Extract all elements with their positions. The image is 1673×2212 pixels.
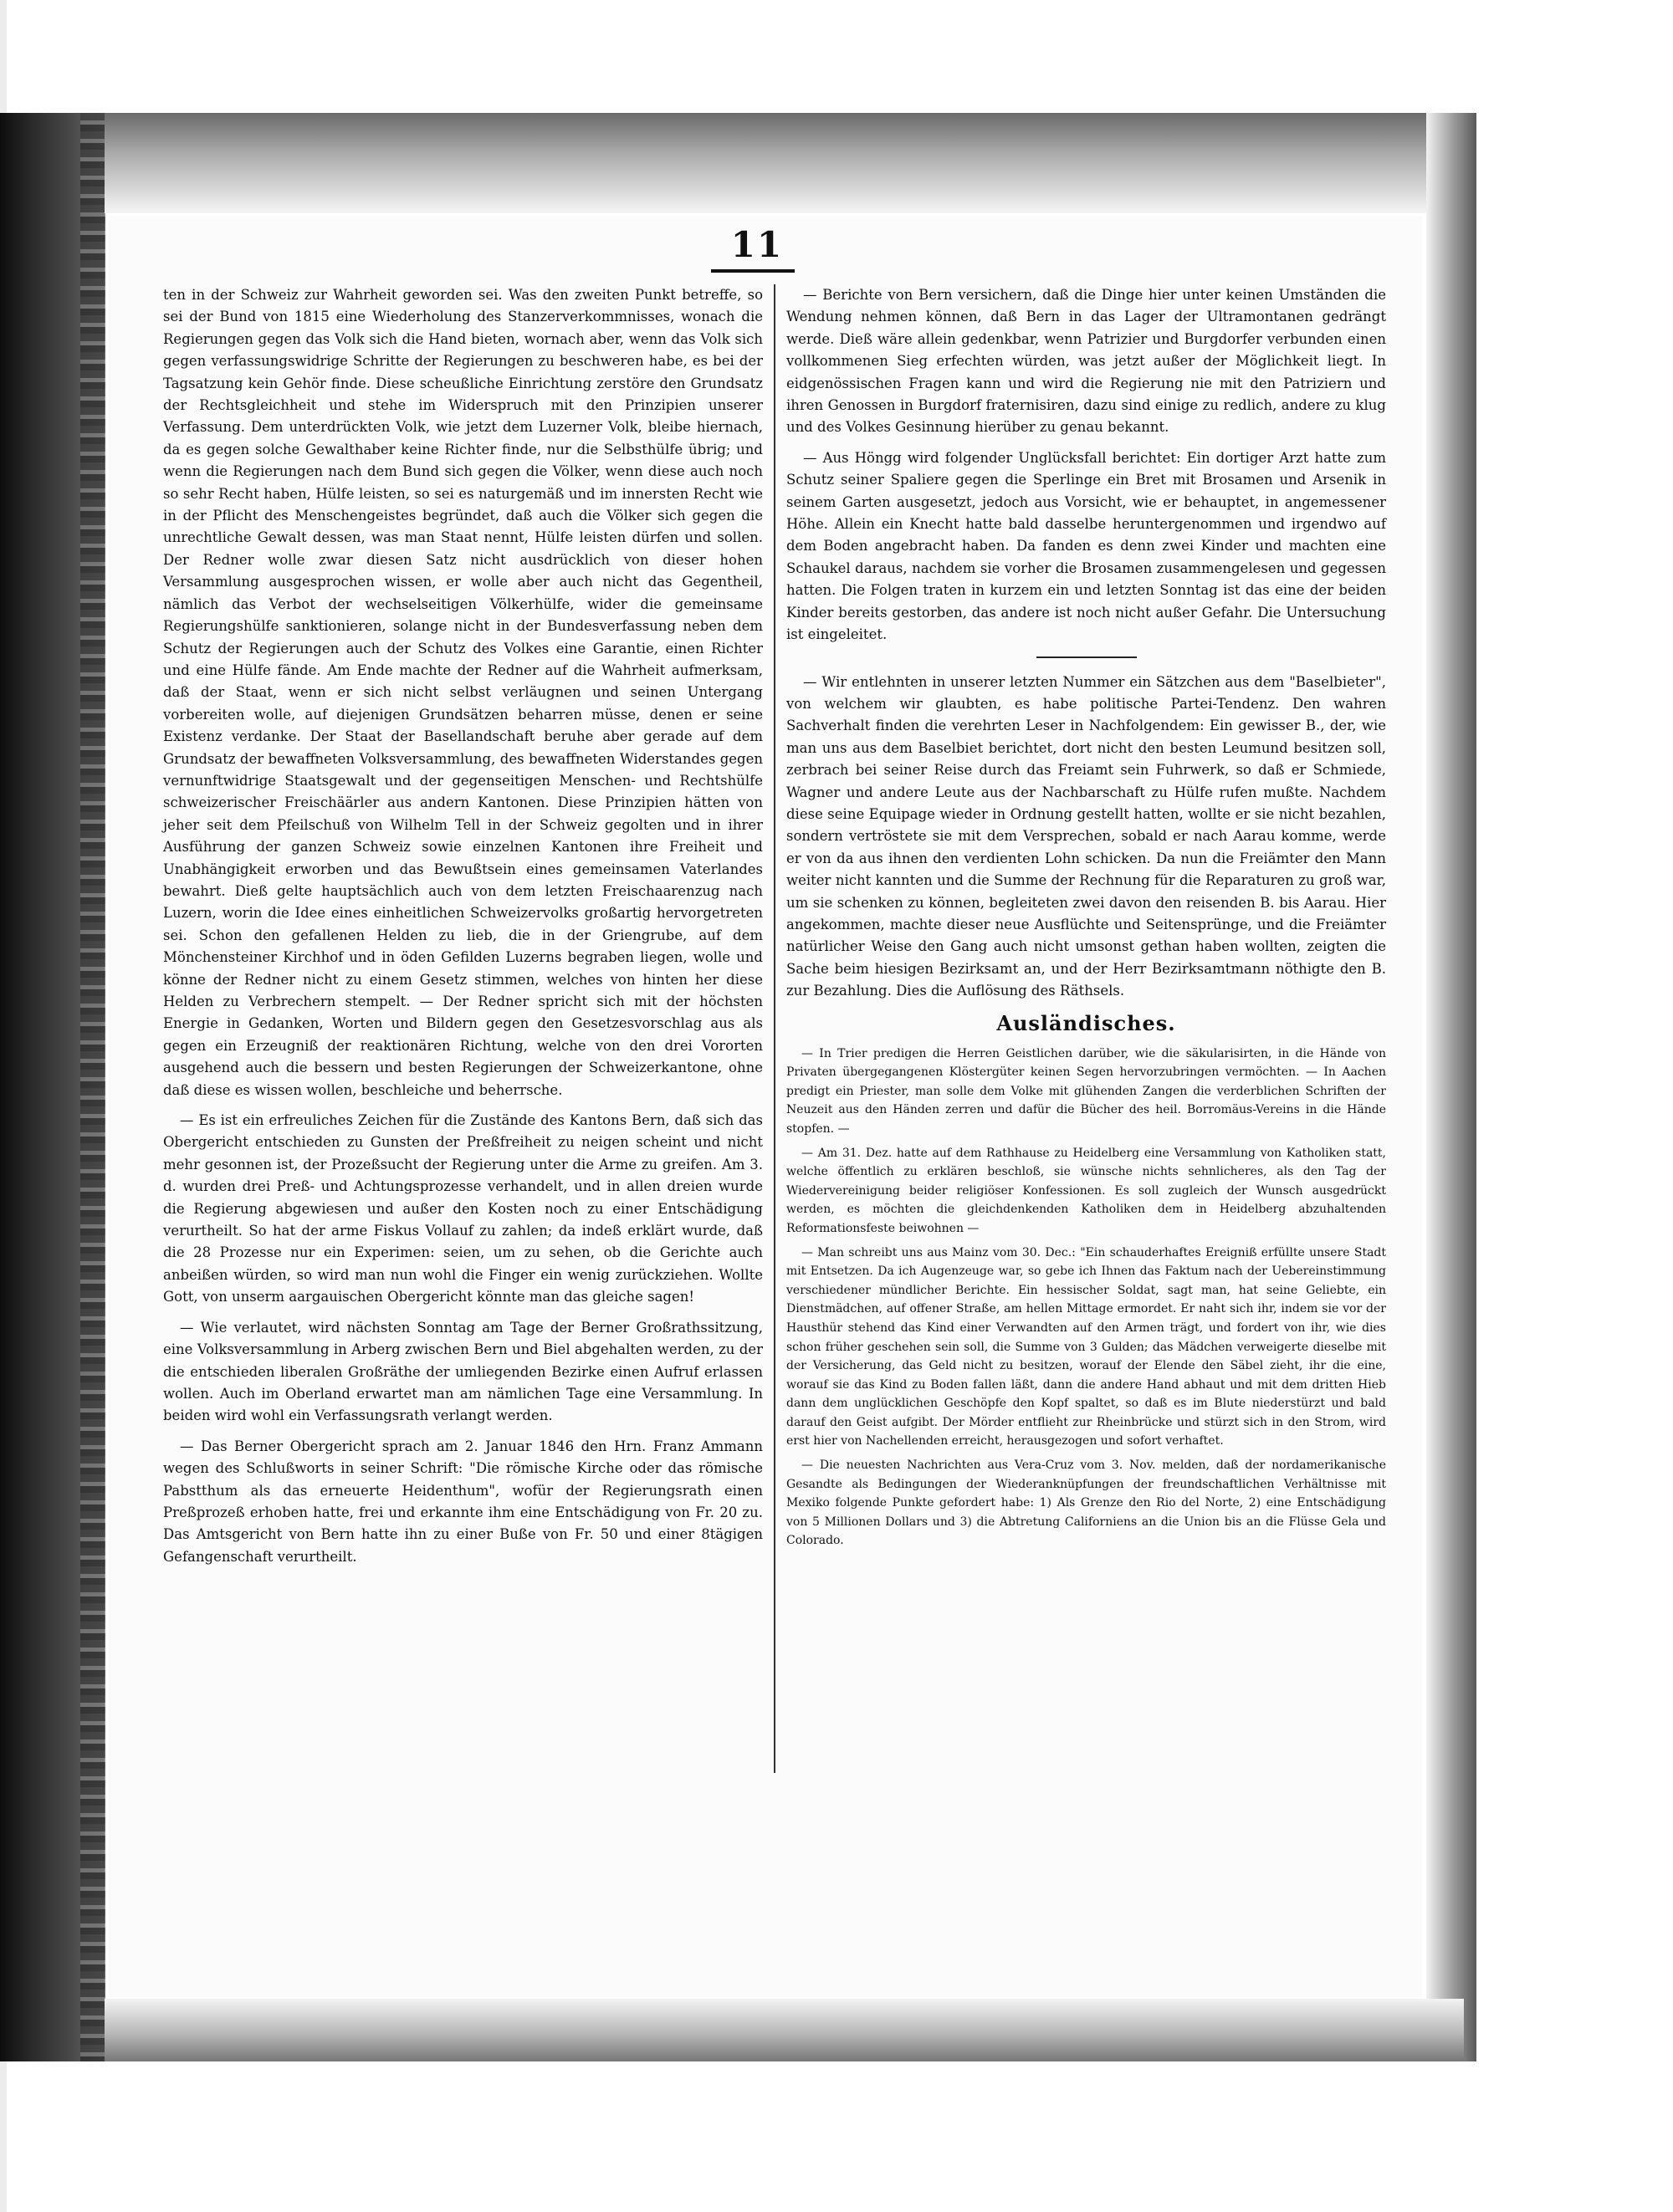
article-paragraph: ten in der Schweiz zur Wahrheit geworden sei. Was den zweiten Punkt betreffe, so sei der Bund von 1815 eine Wiederholung des Stanzerverkommnisses, wonach die Regierungen gegen das Volk sich die Hand bieten, wornach aber, wenn das Volk sich gegen verfassungswidrige Schritte der Regierungen zu beschweren habe, es bei der Tagsatzung kein Gehör finde. Diese scheußliche Einrichtung zerstöre den Grundsatz der Rechtsgleichheit und stehe im Widerspruch mit den Prinzipien unserer Verfassung. Dem unterdrückten Volk, wie jetzt dem Luzerner Volk, bleibe hiernach, da es gegen solche Gewalthaber keine Richter finde, nur die Selbsthülfe übrig; und wenn die Regierungen nach dem Bund sich gegen die Völker, wenn diese auch noch so sehr Recht haben, Hülfe leisten, so sei es naturgemäß und im innersten Recht wie in der Pflicht des Menschengeistes begründet, daß auch die Völker sich gegen die unrechtliche Gewalt dessen, was man Staat nennt, Hülfe leisten dürfen und sollen. Der Redner wolle zwar diesen Satz nicht ausdrücklich von dieser hohen Versammlung ausgesprochen wissen, er wolle aber auch nicht das Gegentheil, nämlich das Verbot der wechselseitigen Völkerhülfe, wider die gemeinsame Regierungshülfe sanktionieren, solange nicht in der Bundesverfassung neben dem Schutz der Regierungen auch der Schutz des Volkes eine Garantie, einen Richter und eine Hülfe fände. Am Ende machte der Redner auf die Wahrheit aufmerksam, daß der Staat, wenn er sich nicht selbst verläugnen und seinen Untergang vorbereiten wolle, auf diejenigen Grundsätzen beharren müsse, denen er seine Existenz verdanke. Der Staat der Basellandschaft beruhe aber gerade auf dem Grundsatz der bewaffneten Volksversammlung, des bewaffneten Widerstandes gegen vernunftwidrige Staatsgewalt und der gegenseitigen Menschen- und Rechtshülfe schweizerischer Freischäärler aus andern Kantonen. Diese Prinzipien hätten von jeher seit dem Pfeilschuß von Wilhelm Tell in der Schweiz gegolten und in ihrer Ausführung der ganzen Schweiz sowie einzelnen Kantonen ihre Freiheit und Unabhängigkeit erworben und das Bewußtsein eines gemeinsamen Vaterlandes bewahrt. Dieß gelte hauptsächlich auch von dem letzten Freischaarenzug nach Luzern, worin die Idee eines einheitlichen Schweizervolks großartig hervorgetreten sei. Schon den gefallenen Helden zu lieb, die in der Griengrube, auf dem Mönchensteiner Kirchhof und in öden Gefilden Luzerns begraben liegen, wolle und könne der Redner nicht zu einem Gesetz stimmen, welches von hinten her diese Helden zu Verbrechern stempelt. — Der Redner spricht sich mit der höchsten Energie in Gedanken, Worten und Bildern gegen den Gesetzesvorschlag aus als gegen ein Erzeugniß der reaktionären Richtung, welche von den drei Vororten ausgehend auch die bessern und besten Regierungen der Schweizerkantone, ohne daß diese es wissen wollen, beschleiche und beherrsche. bbox=[163, 287, 763, 1098]
left-column bbox=[163, 284, 763, 1802]
article-paragraph: — Wie verlautet, wird nächsten Sonntag am Tage der Berner Großrathssitzung, eine Volksversammlung in Arberg zwischen Bern und Biel abgehalten werden, zu der die entschieden liberalen Großräthe der umliegenden Bezirke einen Aufruf erlassen wollen. Auch im Oberland erwartet man am nämlichen Tage eine Versammlung. In beiden wird wohl ein Verfassungsrath verlangt werden. bbox=[163, 1319, 763, 1424]
scan-shadow-bottom bbox=[105, 1999, 1464, 2061]
section-heading-foreign: Ausländisches. bbox=[996, 1010, 1176, 1035]
scan-shadow-top bbox=[105, 113, 1464, 213]
page-number: 11 bbox=[730, 224, 784, 265]
column-divider bbox=[774, 284, 775, 1773]
article-paragraph: — Aus Höngg wird folgender Unglücksfall berichtet: Ein dortiger Arzt hatte zum Schutz seiner Spaliere gegen die Sperlinge ein Bret mit Brosamen und Arsenik in seinem Garten ausgesetzt, jedoch aus Vorsicht, wie er behauptet, in angemessener Höhe. Allein ein Knecht hatte bald dasselbe heruntergenommen und irgendwo auf dem Boden angebracht haben. Da fanden es denn zwei Kinder und machten eine Schaukel daraus, nachdem sie vorher die Brosamen zusammengelesen und gegessen hatten. Die Folgen traten in kurzem ein und letzten Sonntag ist das eine der beiden Kinder bereits gestorben, das andere ist noch nicht außer Gefahr. Die Untersuchung ist eingeleitet. bbox=[786, 449, 1386, 643]
right-column bbox=[786, 284, 1386, 1819]
foreign-news-paragraph: — Am 31. Dez. hatte auf dem Rathhause zu Heidelberg eine Versammlung von Katholiken statt, welche öffentlich zu erklären beschloß, sie wünsche nichts sehnlicheres, als den Tag der Wiedervereinigung beider religiöser Konfessionen. Es soll zugleich der Wunsch ausgedrückt werden, es möchten die gleichdenkenden Katholiken dem in Heidelberg abzuhaltenden Reformationsfeste beiwohnen — bbox=[786, 1146, 1386, 1235]
foreign-news-paragraph: — Die neuesten Nachrichten aus Vera-Cruz vom 3. Nov. melden, daß der nordamerikanische Gesandte als Bedingungen der Wiederanknüpfungen der freundschaftlichen Verhältnisse mit Mexiko folgende Punkte gefordert habe: 1) Als Grenze den Rio del Norte, 2) eine Entschädigung von 5 Millionen Dollars und 3) die Abtretung Californiens an die Union bis an die Flüsse Gela und Colorado. bbox=[786, 1458, 1386, 1548]
article-paragraph: — Es ist ein erfreuliches Zeichen für die Zustände des Kantons Bern, daß sich das Obergericht entschieden zu Gunsten der Preßfreiheit zu neigen scheint und nicht mehr gesonnen ist, der Prozeßsucht der Regierung unter die Arme zu greifen. Am 3. d. wurden drei Preß- und Achtungsprozesse verhandelt, und in allen dreien wurde die Regierung abgewiesen und außer den Kosten noch zu einer Entschädigung verurtheilt. So hat der arme Fiskus Vollauf zu zahlen; da indeß erklärt wurde, daß die 28 Prozesse nur ein Experimen: seien, um zu sehen, ob die Gerichte auch anbeißen würden, so wird man nun wohl die Finger ein wenig zurückziehen. Wollte Gott, von unserm aargauischen Obergericht könnte man das gleiche sagen! bbox=[163, 1112, 763, 1305]
article-paragraph: — Das Berner Obergericht sprach am 2. Januar 1846 den Hrn. Franz Ammann wegen des Schlußworts in seiner Schrift: "Die römische Kirche oder das römische Pabstthum als das erneuerte Heidenthum", wofür der Regierungsrath einen Preßprozeß erhoben hatte, frei und erkannte ihm eine Entschädigung von Fr. 20 zu. Das Amtsgericht von Bern hatte ihn zu einer Buße von Fr. 50 und einer 8tägigen Gefangenschaft verurtheilt. bbox=[163, 1438, 763, 1565]
foreign-news-block bbox=[786, 1045, 1386, 1550]
foreign-news-paragraph: — In Trier predigen die Herren Geistlichen darüber, wie die säkularisirten, in die Hände von Privaten übergegangenen Klöstergüter keinen Segen hervorzubringen vermöchten. — In Aachen predigt ein Priester, man solle dem Volke mit glühenden Zangen die verderblichen Schriften der Neuzeit aus den Händen zerren und dafür die Bücher des heil. Borromäus-Vereins in die Hände stopfen. — bbox=[786, 1046, 1386, 1136]
scan-binding-strip bbox=[80, 113, 105, 2061]
header-rule bbox=[711, 269, 795, 273]
scan-shadow-right bbox=[1426, 113, 1476, 2061]
foreign-news-paragraph: — Man schreibt uns aus Mainz vom 30. Dec.: "Ein schauderhaftes Ereigniß erfüllte unsere Stadt mit Entsetzen. Da ich Augenzeuge war, so gebe ich Ihnen das Faktum nach der Uebereinstimmung verschiedener mündlicher Berichte. Ein hessischer Soldat, sagt man, hat seine Geliebte, ein Dienstmädchen, auf offener Straße, am hellen Mittage ermordet. Er naht sich ihr, indem sie vor der Hausthür stehend das Kind einer Verwandten auf den Armen trägt, und fordert von ihr, wie dies schon früher geschehen sein soll, die Summe von 3 Gulden; das Mädchen verweigerte dieselbe mit der Versicherung, das Geld nicht zu besitzen, worauf der Elende den Säbel zieht, ihr die eine, worauf sie das Kind zu Boden fallen läßt, dann die andere Hand abhaut und mit dem dritten Hieb dann dem unglücklichen Geschöpfe den Kopf spaltet, so daß es im Blute niederstürzt und bald darauf den Geist aufgibt. Der Mörder entflieht zur Rheinbrücke und stürzt sich in den Strom, wird erst hier von Nachellenden erreicht, herausgezogen und sofort verhaftet. bbox=[786, 1245, 1386, 1448]
article-paragraph: — Berichte von Bern versichern, daß die Dinge hier unter keinen Umständen die Wendung nehmen können, daß Bern in das Lager der Ultramontanen gedrängt werde. Dieß wäre allein gedenkbar, wenn Patrizier und Burgdorfer verbunden einen vollkommenen Sieg erfechten würden, was jetzt außer der Möglichkeit liegt. In eidgenössischen Fragen kann und wird die Regierung nie mit den Patriziern und ihren Genossen in Burgdorf fraternisiren, dazu sind einige zu redlich, andere zu klug und des Volkes Gesinnung hierüber zu genau bekannt. bbox=[786, 287, 1386, 436]
article-paragraph: — Wir entlehnten in unserer letzten Nummer ein Sätzchen aus dem "Baselbieter", von welchem wir glaubten, es habe politische Partei-Tendenz. Den wahren Sachverhalt finden die verehrten Leser in Nachfolgendem: Ein gewisser B., der, wie man uns aus dem Baselbiet berichtet, dort nicht den besten Leumund besitzen soll, zerbrach bei seiner Reise durch das Freiamt sein Fuhrwerk, so daß er Schmiede, Wagner und andere Leute aus der Nachbarschaft zu Hülfe rufen mußte. Nachdem diese seine Equipage wieder in Ordnung gestellt hatten, wollte er sie nicht bezahlen, sondern vertröstete sie mit dem Versprechen, sobald er nach Aarau komme, werde er von da aus ihnen den verdienten Lohn schicken. Da nun die Freiämter den Mann weiter nicht kannten und die Summe der Rechnung für die Reparaturen zu groß war, um sie schenken zu können, begleiteten zwei davon den reisenden B. bis Aarau. Hier angekommen, machte dieser neue Ausflüchte und Seitensprünge, und die Freiämter natürlicher Weise den Gang auch nicht umsonst gethan haben wollten, zeigten die Sache beim hiesigen Bezirksamt an, und der Herr Bezirksamtmann nöthigte den B. zur Bezahlung. Dies die Auflösung des Räthsels. bbox=[786, 673, 1386, 999]
section-rule bbox=[1036, 656, 1137, 658]
